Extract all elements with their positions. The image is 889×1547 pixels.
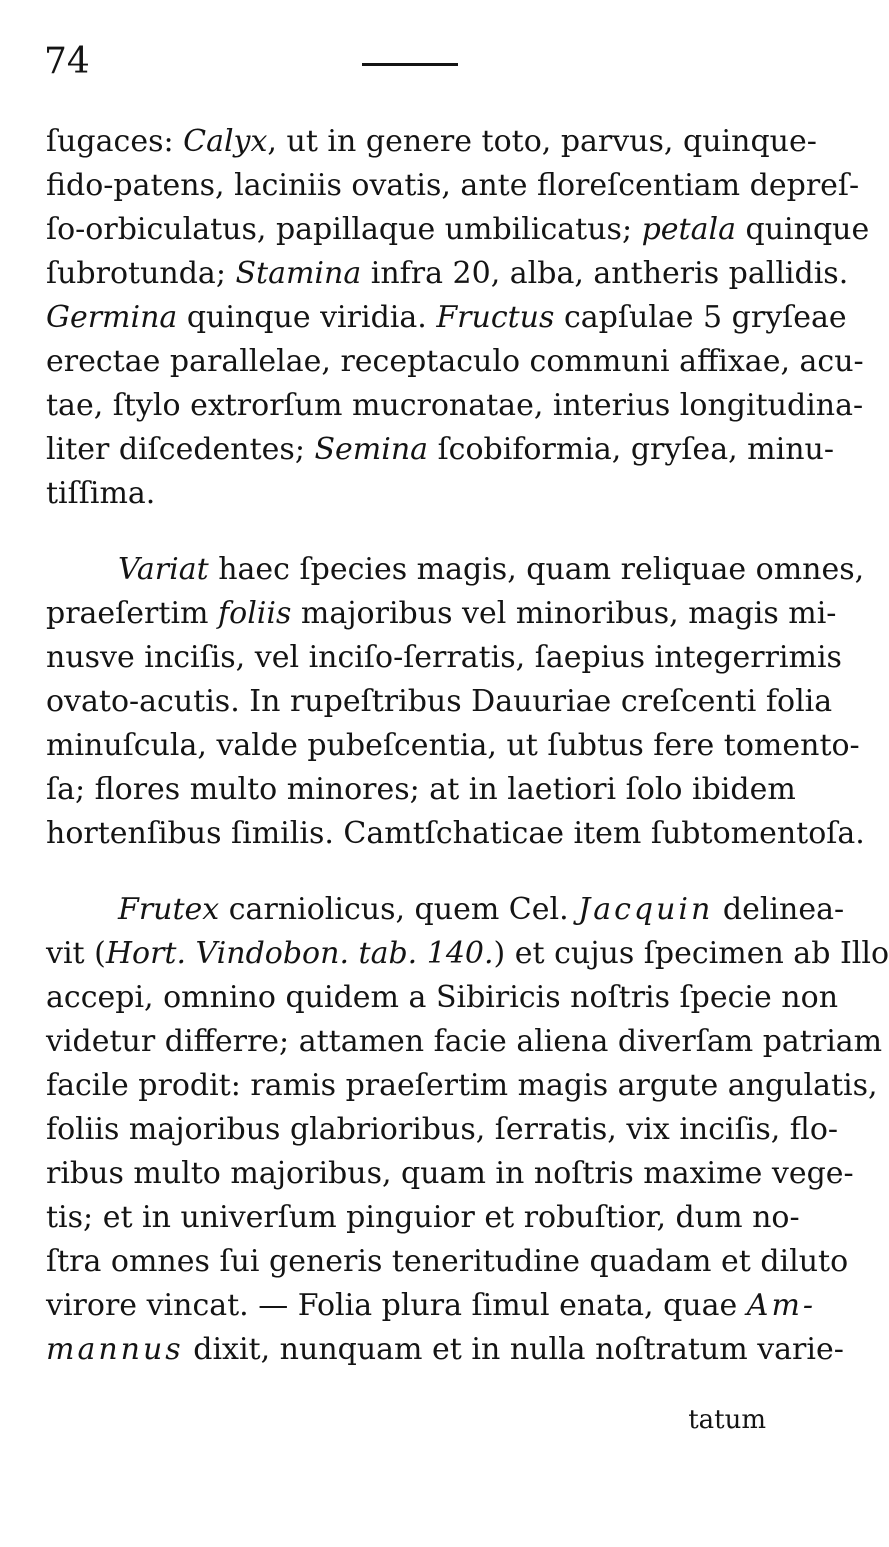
italic-term: Fructus — [436, 300, 555, 335]
spaced-name: Am- — [746, 1288, 817, 1323]
roman-text: fido-patens, laciniis ovatis, ante floreſcentiam depreſ- — [46, 168, 860, 203]
roman-text: ſcobiformia, gryſea, minu- — [428, 432, 834, 467]
text-line — [46, 726, 860, 766]
spaced-name: Jacquin — [578, 892, 714, 927]
italic-term: Germina — [46, 300, 178, 335]
text-line — [46, 638, 842, 678]
italic-term: Frutex — [118, 892, 220, 927]
text-line — [46, 430, 834, 470]
text-line — [46, 934, 889, 974]
text-line — [46, 682, 833, 722]
text-line — [46, 1154, 854, 1194]
text-line — [46, 594, 837, 634]
roman-text: ſubrotunda; — [46, 256, 236, 291]
italic-term: Hort. Vindobon. tab. 140. — [105, 936, 494, 971]
italic-term: Calyx — [183, 124, 268, 159]
roman-text: quinque — [735, 212, 870, 247]
roman-text: liter diſcedentes; — [46, 432, 315, 467]
roman-text: ſo-orbiculatus, papillaque umbilicatus; — [46, 212, 642, 247]
roman-text: majoribus vel minoribus, magis mi- — [291, 596, 837, 631]
roman-text: accepi, omnino quidem a Sibiricis noſtris ſpecie non — [46, 980, 839, 1015]
roman-text: quinque viridia. — [177, 300, 437, 335]
text-line — [46, 386, 864, 426]
roman-text: videtur differre; attamen facie aliena diverſam patriam — [46, 1024, 883, 1059]
roman-text: erectae parallelae, receptaculo communi affixae, acu- — [46, 344, 864, 379]
text-line — [46, 1242, 849, 1282]
italic-term: Semina — [314, 432, 429, 467]
roman-text: ovato-acutis. In rupeſtribus Dauuriae creſcenti folia — [46, 684, 833, 719]
text-line — [46, 1110, 839, 1150]
roman-text: capſulae 5 gryſeae — [554, 300, 847, 335]
roman-text: tae, ſtylo extrorſum mucronatae, interius longitudina- — [46, 388, 864, 423]
roman-text: ſugaces: — [46, 124, 184, 159]
roman-text: tis; et in univerſum pinguior et robuſtior, dum no- — [46, 1200, 800, 1235]
roman-text: foliis majoribus glabrioribus, ſerratis, vix inciſis, flo- — [46, 1112, 839, 1147]
text-line — [46, 814, 865, 854]
roman-text: dixit, nunquam et in nulla noſtratum varie- — [183, 1332, 844, 1367]
roman-text: vit ( — [46, 936, 106, 971]
italic-term: petala — [641, 212, 736, 247]
roman-text: ſa; flores multo minores; at in laetiori ſolo ibidem — [46, 772, 796, 807]
text-line — [46, 1198, 800, 1238]
text-line — [46, 298, 847, 338]
text-line — [118, 550, 865, 590]
text-line — [46, 254, 849, 294]
roman-text: delinea- — [713, 892, 845, 927]
roman-text: infra 20, alba, antheris pallidis. — [361, 256, 849, 291]
text-line — [118, 890, 845, 930]
roman-text: ſtra omnes ſui generis teneritudine quadam et diluto — [46, 1244, 849, 1279]
roman-text: , ut in genere toto, parvus, quinque- — [267, 124, 817, 159]
text-line — [46, 978, 839, 1018]
roman-text: minuſcula, valde pubeſcentia, ut ſubtus fere tomento- — [46, 728, 860, 763]
italic-term: foliis — [218, 596, 292, 631]
text-line — [46, 1022, 883, 1062]
roman-text: ) et cujus ſpecimen ab Illo — [493, 936, 889, 971]
roman-text: haec ſpecies magis, quam reliquae omnes, — [208, 552, 865, 587]
italic-term: Stamina — [235, 256, 362, 291]
roman-text: nusve inciſis, vel inciſo-ſerratis, ſaepius integerrimis — [46, 640, 842, 675]
header-rule — [362, 63, 458, 66]
text-line — [46, 166, 860, 206]
catchword: tatum — [688, 1405, 766, 1435]
roman-text: ribus multo majoribus, quam in noſtris maxime vege- — [46, 1156, 854, 1191]
roman-text: virore vincat. — Folia plura ſimul enata, quae — [46, 1288, 747, 1323]
text-line — [46, 1066, 878, 1106]
roman-text: praeſertim — [46, 596, 219, 631]
text-line — [46, 1286, 817, 1326]
text-line — [46, 210, 870, 250]
roman-text: hortenſibus ſimilis. Camtſchaticae item ſubtomentoſa. — [46, 816, 865, 851]
text-line — [46, 342, 864, 382]
text-line — [46, 770, 796, 810]
page-number: 74 — [44, 41, 90, 82]
text-line — [46, 474, 764, 514]
roman-text: facile prodit: ramis praeſertim magis argute angulatis, — [46, 1068, 878, 1103]
spaced-name: mannus — [46, 1332, 184, 1367]
roman-text: tiſſima. — [46, 476, 156, 511]
roman-text: carniolicus, quem Cel. — [219, 892, 579, 927]
text-line — [46, 122, 817, 162]
text-line — [46, 1330, 844, 1370]
italic-term: Variat — [118, 552, 209, 587]
